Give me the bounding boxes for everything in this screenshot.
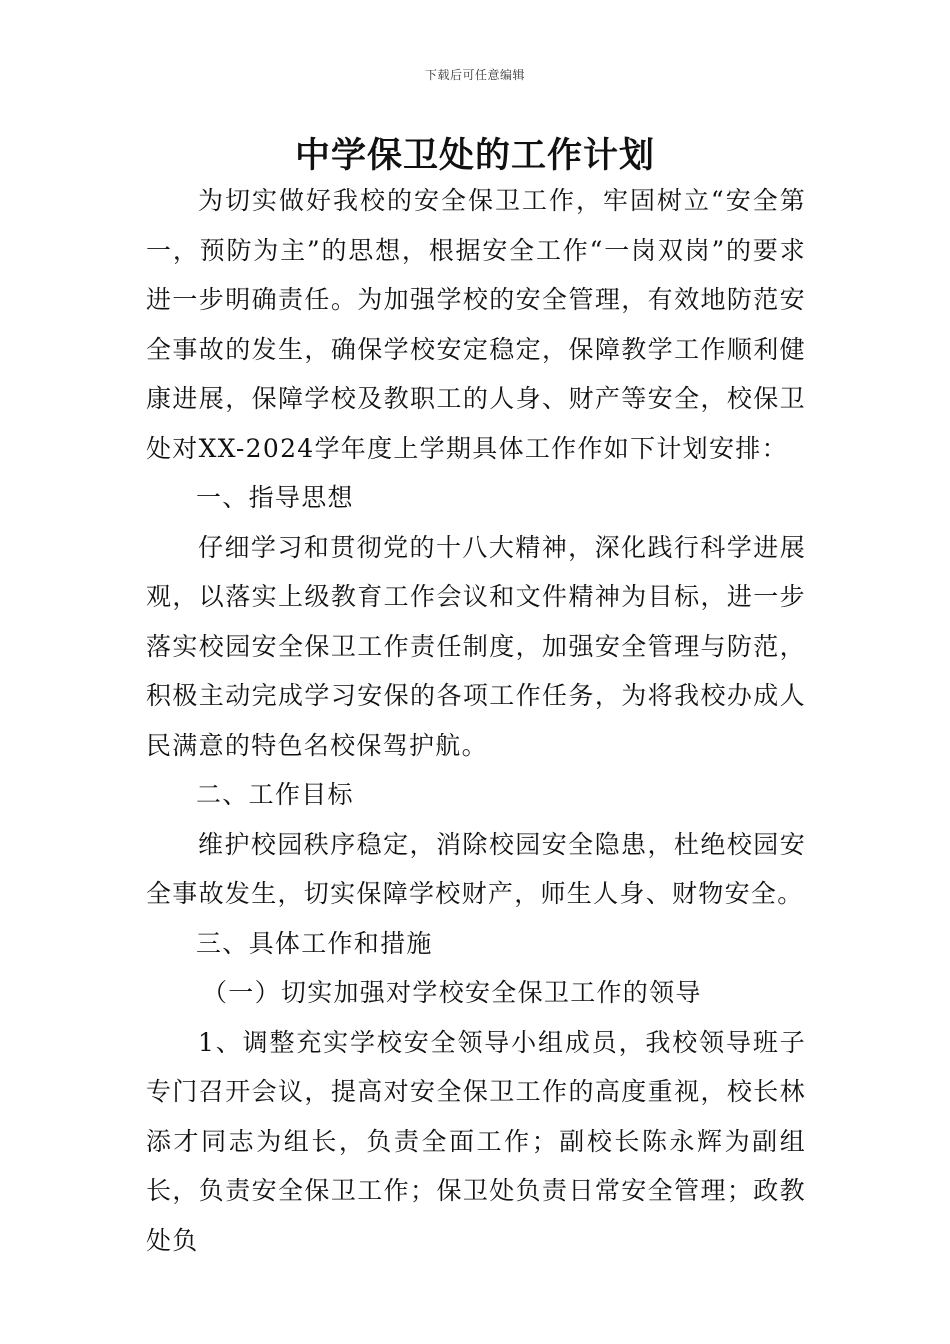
- section-heading-specific-measures: 三、具体工作和措施: [196, 928, 433, 958]
- document-title: 中学保卫处的工作计划: [294, 136, 655, 176]
- section-heading-guiding-thought: 一、指导思想: [196, 483, 354, 512]
- section-paragraph-work-goals: 维护校园秩序稳定，消除校园安全隐患，杜绝校园安全事故发生，切实保障学校财产，师生人身、财物安全。: [146, 829, 806, 908]
- document-body: [146, 176, 806, 1265]
- subsection-heading-leadership: （一）切实加强对学校安全保卫工作的领导: [202, 978, 702, 1007]
- header-note: 下载后可任意编辑: [424, 68, 525, 82]
- list-item-paragraph-1: 1、调整充实学校安全领导小组成员，我校领导班子专门召开会议，提高对安全保卫工作的高度重视，校长林添才同志为组长，负责全面工作；副校长陈永辉为副组长，负责安全保卫工作；保卫处负责日常安全管理；政教处负: [146, 1027, 806, 1255]
- intro-paragraph: 为切实做好我校的安全保卫工作，牢固树立“安全第一，预防为主”的思想，根据安全工作“一岗双岗”的要求进一步明确责任。为加强学校的安全管理，有效地防范安全事故的发生，确保学校安定稳定，保障教学工作顺利健康进展，保障学校及教职工的人身、财产等安全，校保卫处对XX-2024学年度上学期具体工作作如下计划安排：: [146, 186, 806, 463]
- section-paragraph-guiding-thought: 仔细学习和贯彻党的十八大精神，深化践行科学进展观，以落实上级教育工作会议和文件精神为目标，进一步落实校园安全保卫工作责任制度，加强安全管理与防范，积极主动完成学习安保的各项工作任务，为将我校办成人民满意的特色名校保驾护航。: [146, 532, 806, 760]
- section-heading-work-goals: 二、工作目标: [196, 780, 354, 809]
